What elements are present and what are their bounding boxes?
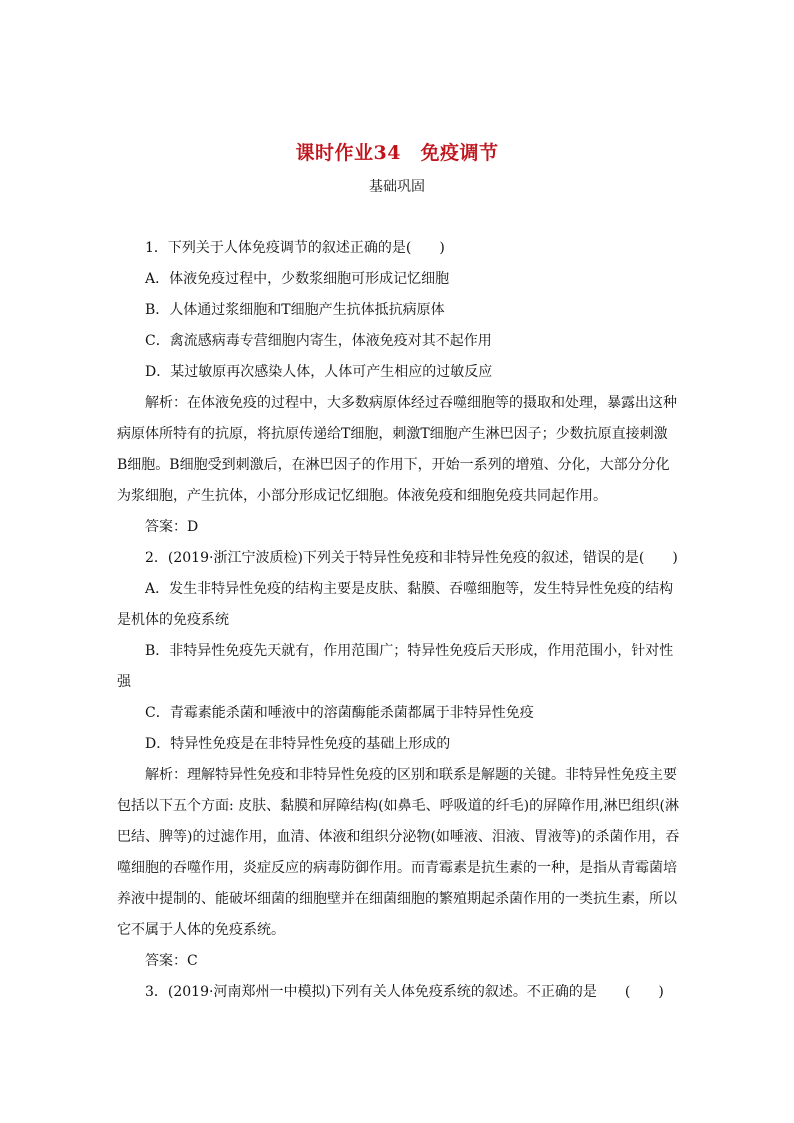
q3-stem: 3．(2019·河南郑州一中模拟)下列有关人体免疫系统的叙述。不正确的是 ( )	[145, 984, 664, 1000]
q2-analysis-line: 包括以下五个方面: 皮肤、黏膜和屏障结构(如鼻毛、呼吸道的纤毛)的屏障作用,淋巴组织(淋	[117, 798, 679, 814]
q2-option-a: A．发生非特异性免疫的结构主要是皮肤、黏膜、吞噬细胞等，发生特异性免疫的结构	[145, 581, 674, 597]
q1-answer: 答案：D	[145, 519, 199, 535]
q2-analysis-line: 解析：理解特异性免疫和非特异性免疫的区别和联系是解题的关键。非特异性免疫主要	[145, 767, 677, 783]
q1-option-c: C．禽流感病毒专营细胞内寄生，体液免疫对其不起作用	[145, 333, 492, 349]
q2-analysis-line: 它不属于人体的免疫系统。	[117, 922, 285, 938]
question-content	[117, 233, 679, 1008]
q1-analysis-line: 解析：在体液免疫的过程中，大多数病原体经过吞噬细胞等的摄取和处理，暴露出这种	[145, 395, 677, 411]
q1-option-d: D．某过敏原再次感染人体，人体可产生相应的过敏反应	[145, 364, 493, 380]
q1-analysis-line: 为浆细胞，产生抗体，小部分形成记忆细胞。体液免疫和细胞免疫共同起作用。	[117, 488, 607, 504]
q1-analysis-line: B细胞。B细胞受到刺激后，在淋巴因子的作用下，开始一系列的增殖、分化，大部分分化	[117, 457, 670, 473]
q1-stem: 1．下列关于人体免疫调节的叙述正确的是( )	[145, 240, 445, 256]
q2-option-d: D．特异性免疫是在非特异性免疫的基础上形成的	[145, 736, 451, 752]
q2-option-a-cont: 是机体的免疫系统	[117, 612, 229, 628]
q1-option-b: B．人体通过浆细胞和T细胞产生抗体抵抗病原体	[145, 302, 445, 318]
q1-analysis-line: 病原体所特有的抗原，将抗原传递给T细胞，刺激T细胞产生淋巴因子；少数抗原直接刺激	[117, 426, 668, 442]
q2-option-c: C．青霉素能杀菌和唾液中的溶菌酶能杀菌都属于非特异性免疫	[145, 705, 534, 721]
q2-option-b-cont: 强	[117, 674, 131, 690]
q2-analysis-line: 巴结、脾等)的过滤作用，血清、体液和组织分泌物(如唾液、泪液、胃液等)的杀菌作用，吞	[117, 829, 679, 845]
page-title: 课时作业34 免疫调节	[295, 142, 499, 164]
q1-option-a: A．体液免疫过程中，少数浆细胞可形成记忆细胞	[145, 271, 450, 287]
q2-analysis-line: 噬细胞的吞噬作用，炎症反应的病毒防御作用。而青霉素是抗生素的一种，是指从青霉菌培	[117, 860, 677, 876]
q2-analysis-line: 养液中提制的、能破坏细菌的细胞壁并在细菌细胞的繁殖期起杀菌作用的一类抗生素，所以	[117, 891, 677, 907]
q2-answer: 答案：C	[145, 953, 198, 969]
q2-option-b: B．非特异性免疫先天就有，作用范围广；特异性免疫后天形成，作用范围小，针对性	[145, 643, 674, 659]
section-heading: 基础巩固	[369, 179, 425, 195]
q2-stem: 2．(2019·浙江宁波质检)下列关于特异性免疫和非特异性免疫的叙述，错误的是( )	[145, 550, 678, 566]
